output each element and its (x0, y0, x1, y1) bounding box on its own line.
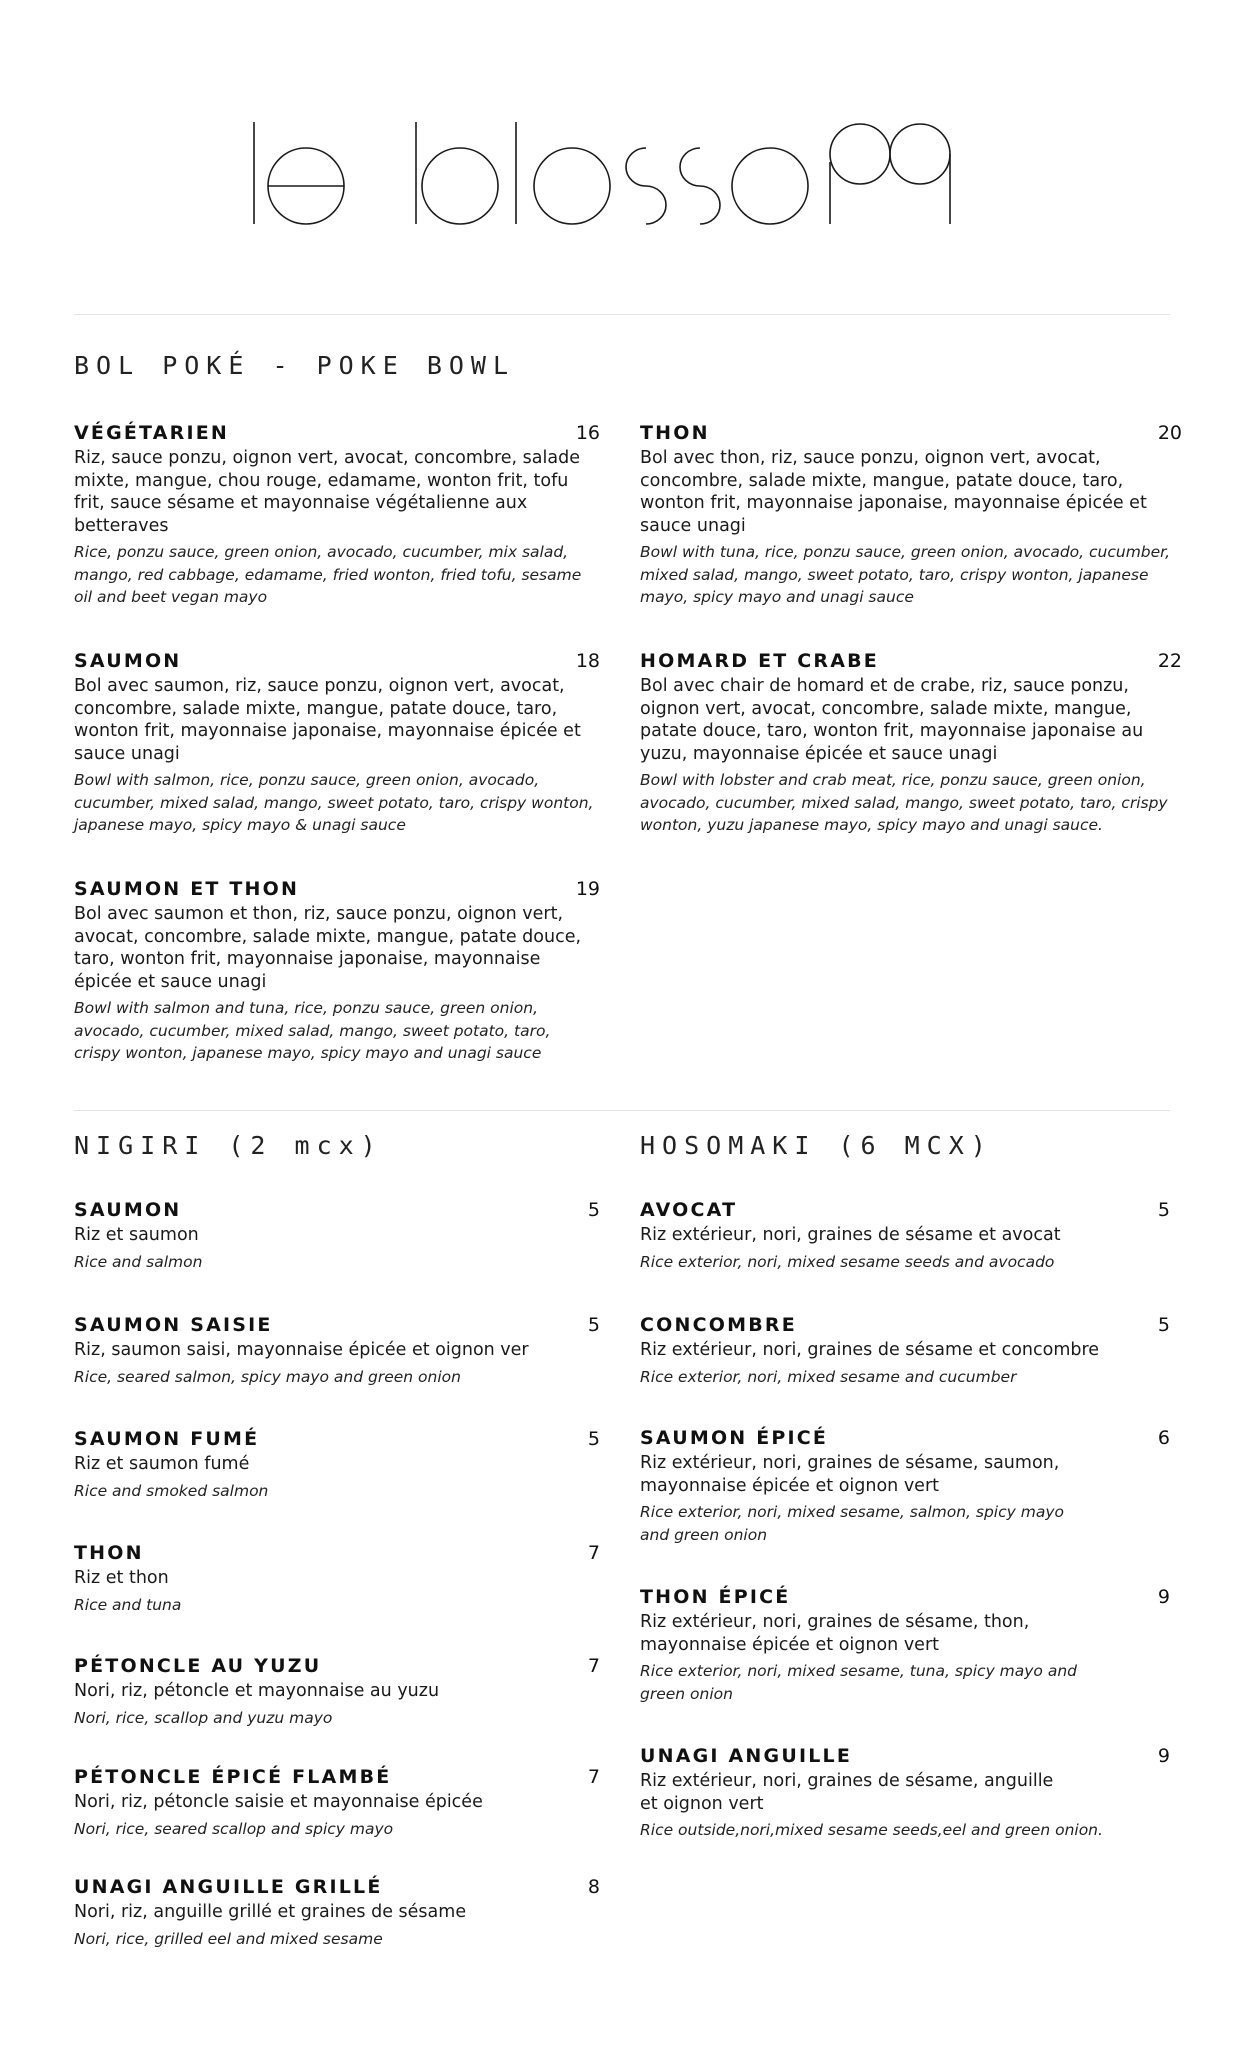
item-description-en: Nori, rice, seared scallop and spicy mayo (74, 1819, 394, 1838)
item-name: CONCOMBRE (640, 1314, 797, 1336)
item-name: PÉTONCLE ÉPICÉ FLAMBÉ (74, 1766, 392, 1788)
item-name: THON (74, 1542, 144, 1564)
item-price: 6 (1157, 1427, 1170, 1449)
item-price: 20 (1157, 422, 1182, 444)
menu-item-nigiri-unagi-grille (74, 1875, 600, 1950)
menu-item-hosomaki-thon-epice (640, 1585, 1170, 1705)
menu-item-poke-saumon-thon (74, 877, 600, 1065)
item-description-fr: Bol avec chair de homard et de crabe, riz, sauce ponzu, oignon vert, avocat, concombre, salade mixte, mangue, patate douce, taro, wonton frit, mayonnaise japonaise au yuzu, mayonnaise épicée et sauce unagi (640, 676, 1144, 764)
item-description-fr: Nori, riz, pétoncle saisie et mayonnaise épicée (74, 1792, 483, 1812)
menu-item-poke-homard-crabe (640, 649, 1182, 837)
item-description-fr: Riz extérieur, nori, graines de sésame, thon, mayonnaise épicée et oignon vert (640, 1612, 1030, 1655)
item-description-fr: Riz et saumon (74, 1225, 199, 1245)
item-description-en: Nori, rice, grilled eel and mixed sesame (74, 1929, 383, 1948)
section-title-poke: BOL POKÉ - POKE BOWL (74, 351, 516, 380)
item-description-fr: Riz extérieur, nori, graines de sésame, anguille et oignon vert (640, 1771, 1054, 1814)
item-description-fr: Nori, riz, pétoncle et mayonnaise au yuzu (74, 1681, 440, 1701)
item-name: SAUMON SAISIE (74, 1314, 273, 1336)
item-name: AVOCAT (640, 1199, 738, 1221)
item-price: 18 (575, 650, 600, 672)
item-description-en: Rice exterior, nori, mixed sesame seeds and avocado (640, 1252, 1055, 1271)
item-description-en: Rice and smoked salmon (74, 1481, 269, 1500)
menu-item-nigiri-thon (74, 1541, 600, 1616)
item-price: 7 (587, 1655, 600, 1677)
item-description-fr: Riz, saumon saisi, mayonnaise épicée et oignon ver (74, 1340, 529, 1360)
item-name: THON (640, 422, 710, 444)
item-description-en: Bowl with tuna, rice, ponzu sauce, green onion, avocado, cucumber, mixed salad, mango, sweet potato, taro, crispy wonton, japanese mayo, spicy mayo and unagi sauce (640, 543, 1171, 606)
item-description-en: Rice exterior, nori, mixed sesame, salmon, spicy mayo and green onion (640, 1503, 1064, 1544)
item-description-fr: Nori, riz, anguille grillé et graines de sésame (74, 1902, 467, 1922)
item-price: 5 (1157, 1314, 1170, 1336)
item-price: 16 (575, 422, 600, 444)
item-price: 5 (587, 1428, 600, 1450)
item-description-fr: Riz extérieur, nori, graines de sésame et concombre (640, 1340, 1100, 1360)
item-description-en: Bowl with lobster and crab meat, rice, ponzu sauce, green onion, avocado, cucumber, mixed salad, mango, sweet potato, taro, crispy wonton, yuzu japanese mayo, spicy mayo and unagi sauce. (640, 771, 1168, 834)
menu-item-nigiri-saumon (74, 1198, 600, 1273)
menu-item-nigiri-saumon-saisie (74, 1313, 600, 1388)
item-name: SAUMON (74, 1199, 182, 1221)
menu-item-poke-saumon (74, 649, 600, 837)
section-title-nigiri: NIGIRI (2 mcx) (74, 1131, 383, 1160)
item-price: 8 (587, 1876, 600, 1898)
item-description-en: Rice exterior, nori, mixed sesame and cucumber (640, 1367, 1017, 1386)
item-name: PÉTONCLE AU YUZU (74, 1655, 322, 1677)
item-price: 5 (587, 1199, 600, 1221)
item-name: THON ÉPICÉ (640, 1586, 791, 1608)
item-description-fr: Riz et saumon fumé (74, 1454, 250, 1474)
item-description-en: Bowl with salmon, rice, ponzu sauce, green onion, avocado, cucumber, mixed salad, mango, sweet potato, taro, crispy wonton, japanese mayo, spicy mayo & unagi sauce (74, 771, 594, 834)
item-name: UNAGI ANGUILLE (640, 1745, 853, 1767)
item-description-en: Rice and salmon (74, 1252, 203, 1271)
section-title-hosomaki: HOSOMAKI (6 MCX) (640, 1131, 993, 1160)
item-name: UNAGI ANGUILLE GRILLÉ (74, 1876, 383, 1898)
item-name: VÉGÉTARIEN (74, 422, 230, 444)
menu-item-hosomaki-concombre (640, 1313, 1170, 1388)
divider-top (74, 314, 1170, 315)
divider-middle (74, 1110, 1170, 1111)
item-description-en: Rice, ponzu sauce, green onion, avocado, cucumber, mix salad, mango, red cabbage, edamame, fried wonton, fried tofu, sesame oil and beet vegan mayo (74, 543, 582, 606)
item-name: HOMARD ET CRABE (640, 650, 879, 672)
item-price: 22 (1157, 650, 1182, 672)
item-description-fr: Bol avec saumon, riz, sauce ponzu, oignon vert, avocat, concombre, salade mixte, mangue, patate douce, taro, wonton frit, mayonnaise japonaise, mayonnaise épicée et sauce unagi (74, 676, 581, 764)
item-price: 5 (587, 1314, 600, 1336)
le-blossom-logo (248, 118, 993, 228)
menu-item-hosomaki-avocat (640, 1198, 1170, 1273)
item-name: SAUMON ÉPICÉ (640, 1427, 829, 1449)
menu-item-poke-vegetarien (74, 421, 600, 609)
item-description-en: Rice exterior, nori, mixed sesame, tuna, spicy mayo and green onion (640, 1662, 1078, 1703)
item-price: 19 (575, 878, 600, 900)
item-description-en: Rice, seared salmon, spicy mayo and green onion (74, 1367, 461, 1386)
item-price: 9 (1157, 1745, 1170, 1767)
item-name: SAUMON (74, 650, 182, 672)
item-description-en: Bowl with salmon and tuna, rice, ponzu sauce, green onion, avocado, cucumber, mixed salad, mango, sweet potato, taro, crispy wonton, japanese mayo, spicy mayo and unagi sauce (74, 999, 551, 1062)
item-price: 9 (1157, 1586, 1170, 1608)
item-description-fr: Riz et thon (74, 1568, 169, 1588)
item-description-fr: Riz extérieur, nori, graines de sésame, saumon, mayonnaise épicée et oignon vert (640, 1453, 1060, 1496)
item-price: 7 (587, 1766, 600, 1788)
item-description-fr: Riz extérieur, nori, graines de sésame et avocat (640, 1225, 1061, 1245)
item-description-fr: Bol avec thon, riz, sauce ponzu, oignon vert, avocat, concombre, salade mixte, mangue, patate douce, taro, wonton frit, mayonnaise japonaise, mayonnaise épicée et sauce unagi (640, 448, 1147, 536)
item-name: SAUMON FUMÉ (74, 1428, 260, 1450)
item-description-en: Nori, rice, scallop and yuzu mayo (74, 1708, 333, 1727)
menu-item-hosomaki-unagi (640, 1744, 1170, 1842)
item-description-fr: Bol avec saumon et thon, riz, sauce ponzu, oignon vert, avocat, concombre, salade mixte, mangue, patate douce, taro, wonton frit, mayonnaise japonaise, mayonnaise épicée et sauce unagi (74, 904, 582, 992)
menu-item-poke-thon (640, 421, 1182, 609)
item-price: 7 (587, 1542, 600, 1564)
item-name: SAUMON ET THON (74, 878, 300, 900)
item-description-en: Rice and tuna (74, 1595, 182, 1614)
menu-item-nigiri-petoncle-epice (74, 1765, 600, 1840)
item-description-fr: Riz, sauce ponzu, oignon vert, avocat, concombre, salade mixte, mangue, chou rouge, edamame, wonton frit, tofu frit, sauce sésame et mayonnaise végétalienne aux betteraves (74, 448, 580, 536)
menu-item-nigiri-saumon-fume (74, 1427, 600, 1502)
item-price: 5 (1157, 1199, 1170, 1221)
menu-item-hosomaki-saumon-epice (640, 1426, 1170, 1546)
menu-item-nigiri-petoncle-yuzu (74, 1654, 600, 1729)
item-description-en: Rice outside,nori,mixed sesame seeds,eel and green onion. (640, 1821, 1103, 1839)
